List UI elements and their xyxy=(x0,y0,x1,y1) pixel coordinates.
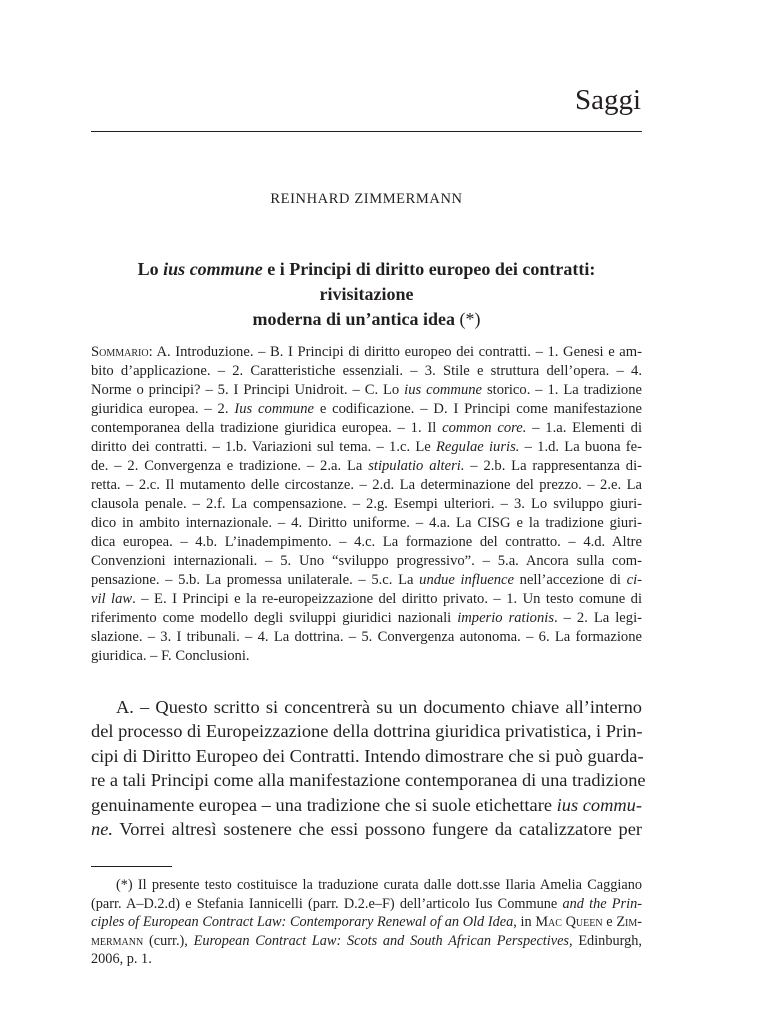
title-line2: moderna di un’antica idea xyxy=(252,309,456,329)
footnote-rule xyxy=(91,866,172,867)
summary-line: dico in ambito internazionale. – 4. Diritto uniforme. – 4.a. La CISG e la tradizione giuri- xyxy=(91,515,642,531)
summary-line: A. Introduzione. – B. I Principi di diritto europeo dei contratti. – 1. Genesi e am- xyxy=(152,344,642,360)
summary xyxy=(91,343,642,666)
summary-line: retta. – 2.c. Il mutamento delle circostanze. – 2.d. La determinazione del prezzo. – 2.e. La xyxy=(91,477,642,493)
summary-line: giuridica. – F. Conclusioni. xyxy=(91,648,250,664)
article-title xyxy=(91,257,642,332)
body-line: ne. Vorrei altresì sostenere che essi possono fungere da catalizzatore per xyxy=(91,819,642,840)
summary-label: Sommario: xyxy=(91,344,153,360)
footnote-line: 2006, p. 1. xyxy=(91,951,152,967)
summary-line: pensazione. – 5.b. La promessa unilaterale. – 5.c. La undue influence nell’accezione di ci- xyxy=(91,572,642,588)
summary-line: vil law. – E. I Principi e la re-europeizzazione del diritto privato. – 1. Un testo comune di xyxy=(91,591,642,607)
summary-line: dica europea. – 4.b. L’inadempimento. – 4.c. La formazione del contratto. – 4.d. Altre xyxy=(91,534,642,550)
summary-line: slazione. – 3. I tribunali. – 4. La dottrina. – 5. Convergenza autonoma. – 6. La formazione xyxy=(91,629,642,645)
summary-line: Norme o principi? – 5. I Principi Unidroit. – C. Lo ius commune storico. – 1. La tradizione xyxy=(91,382,643,398)
body-line: cipi di Diritto Europeo dei Contratti. Intendo dimostrare che si può guarda- xyxy=(91,745,644,766)
summary-line: clausola penale. – 2.f. La compensazione. – 2.g. Esempi ulteriori. – 3. Lo sviluppo giuri- xyxy=(91,496,642,512)
summary-line: riferimento come modello degli sviluppi giuridici nazionali imperio rationis. – 2. La legi- xyxy=(91,610,642,626)
title-part2: e i Principi di diritto europeo dei contratti: rivisitazione xyxy=(262,259,596,304)
summary-line: giuridica europea. – 2. Ius commune e codificazione. – D. I Principi come manifestazione xyxy=(91,401,643,417)
summary-line: bito d’applicazione. – 2. Caratteristiche essenziali. – 3. Stile e struttura dell’opera. – 4. xyxy=(91,363,642,379)
summary-line: contemporanea della tradizione giuridica europea. – 1. Il common core. – 1.a. Elementi di xyxy=(91,420,643,436)
footnote-line: ciples of European Contract Law: Contemporary Renewal of an Old Idea, in Mac Queen e Zim- xyxy=(91,914,643,930)
title-footnote-mark: (*) xyxy=(455,309,481,329)
footnote-line: mermann (curr.), European Contract Law: Scots and South African Perspectives, Edinburgh, xyxy=(91,932,642,949)
summary-line: diritto dei contratti. – 1.b. Variazioni sul tema. – 1.c. Le Regulae iuris. – 1.d. La buona fe- xyxy=(91,439,642,455)
footnote-line: (parr. A–D.2.d) e Stefania Iannicelli (parr. D.2.e–F) dell’articolo Ius Commune and the Prin- xyxy=(91,895,642,912)
body-line: re a tali Principi come alla manifestazione contemporanea di una tradizione xyxy=(91,770,646,791)
title-italic: ius commune xyxy=(163,259,263,279)
title-part1: Lo xyxy=(137,259,164,279)
body-text xyxy=(91,695,646,841)
summary-line: de. – 2. Convergenza e tradizione. – 2.a. La stipulatio alteri. – 2.b. La rappresentanza di- xyxy=(91,458,642,474)
body-line: A. – Questo scritto si concentrerà su un documento chiave all’interno xyxy=(116,697,642,717)
footnote xyxy=(91,876,642,969)
summary-line: Convenzioni internazionali. – 5. Uno “sviluppo progressivo”. – 5.a. Ancora sulla com- xyxy=(91,553,642,569)
body-line: del processo di Europeizzazione della dottrina giuridica privatistica, i Prin- xyxy=(91,721,643,742)
author-name: REINHARD ZIMMERMANN xyxy=(270,191,463,207)
header-rule xyxy=(91,131,642,132)
body-line: genuinamente europea – una tradizione che si suole etichettare ius commu- xyxy=(91,794,642,815)
footnote-line: (*) Il presente testo costituisce la traduzione curata dalle dott.sse Ilaria Amelia Caggiano xyxy=(116,877,642,893)
section-title: Saggi xyxy=(574,84,641,116)
